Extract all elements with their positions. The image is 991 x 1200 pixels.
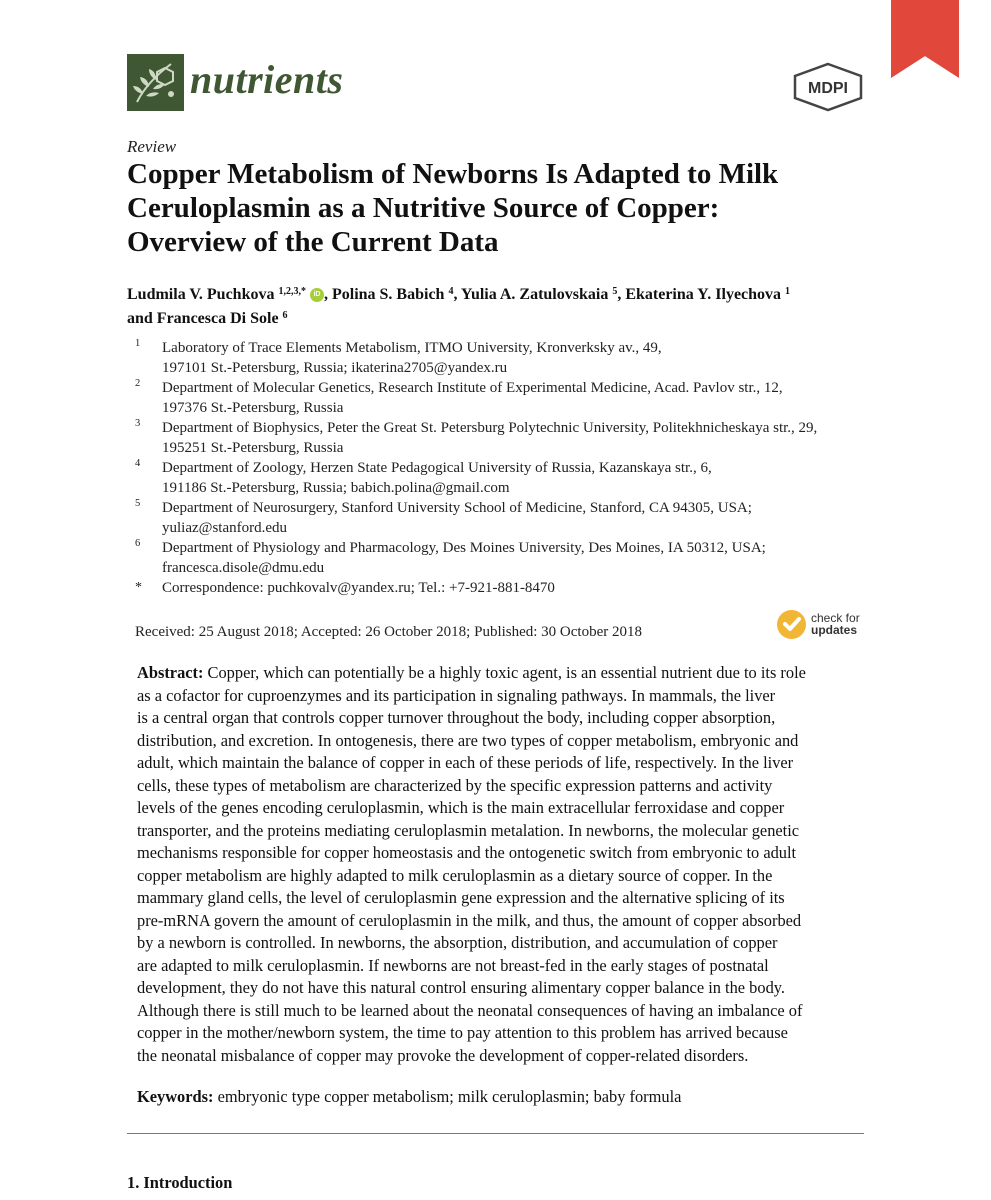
leaf-hexagon-icon [127, 54, 184, 111]
badge-label: updates [811, 623, 858, 637]
author-affiliation-marker: 6 [282, 310, 288, 321]
check-for-updates-badge[interactable] [777, 609, 867, 641]
publication-dates: Received: 25 August 2018; Accepted: 26 October 2018; Published: 30 October 2018 [135, 624, 642, 640]
title-line: Overview of the Current Data [127, 226, 499, 258]
correspondence-item: * Correspondence: puchkovalv@yandex.ru; Tel.: +7-921-881-8470 [135, 580, 555, 596]
author-affiliation-marker: 1 [785, 286, 791, 297]
author-list: Ludmila V. Puchkova $^{1,2,3,*}$ iD , Polina S. Babich $^4$, Yulia A. Zatulovskaia $^5$, Ekaterina Y. Ilyechova $^1$ and Francesca Di Sole $^6$ [127, 286, 791, 327]
affiliation-number: 4 [135, 458, 141, 469]
affiliation-item: 6 Department of Physiology and Pharmacology, Des Moines University, Des Moines, IA 50312, USA; francesca.disole@dmu.edu [135, 538, 875, 578]
author-affiliation-marker: 4 [448, 286, 454, 297]
affiliation-item: 3 Department of Biophysics, Peter the Great St. Petersburg Polytechnic University, Politekhnicheskaya str., 29, 195251 St.-Petersburg, Russia [135, 418, 875, 458]
mdpi-wordmark: MDPI [808, 80, 848, 97]
bookmark-ribbon [891, 0, 959, 78]
title-line: Ceruloplasmin as a Nutritive Source of Copper: [127, 192, 720, 224]
article-type: Review [127, 137, 177, 156]
section-divider [127, 1133, 864, 1134]
affiliation-item: 5 Department of Neurosurgery, Stanford University School of Medicine, Stanford, CA 94305, USA; yuliaz@stanford.edu [135, 498, 875, 538]
abstract: Abstract: Copper, which can potentially be a highly toxic agent, is an essential nutrient due to its role as a cofactor for cuproenzymes and its participation in signaling pathways. In mammals, the liver is a central organ that controls copper turnover throughout the body, including copper absorption, distribution, and excretion. In ontogenesis, there are two types of copper metabolism, embryonic and adult, which maintain the balance of copper in each of these periods of life, respectively. In the liver cells, these types of metabolism are characterized by the specific expression patterns and activity levels of the genes encoding ceruloplasmin, which is the main extracellular ferroxidase and copper transporter, and the proteins mediating ceruloplasmin metalation. In newborns, the molecular genetic mechanisms responsible for copper homeostasis and the ontogenetic switch from embryonic to adult copper metabolism are highly adapted to milk ceruloplasmin as a dietary source of copper. In the mammary gland cells, the level of ceruloplasmin gene expression and the alternative splicing of its pre-mRNA govern the amount of ceruloplasmin in the milk, and thus, the amount of copper absorbed by a newborn is controlled. In newborns, the absorption, distribution, and accumulation of copper are adapted to milk ceruloplasmin. If newborns are not breast-fed in the early stages of postnatal development, they do not have this natural control ensuring alimentary copper balance in the body. Although there is still much to be learned about the neonatal consequences of having an imbalance of copper in the mother/newborn system, the time to pay attention to this problem has arrived because the neonatal misbalance of copper may provoke the development of copper-related disorders. [137, 663, 806, 1065]
affiliation-item: 1 Laboratory of Trace Elements Metabolism, ITMO University, Kronverksky av., 49, 197101 St.-Petersburg, Russia; ikaterina2705@yandex.ru [135, 338, 875, 378]
keywords-text: embryonic type copper metabolism; milk ceruloplasmin; baby formula [213, 1087, 682, 1106]
checkmark-icon [777, 610, 806, 639]
badge-label: check for [811, 611, 860, 625]
mdpi-logo [792, 62, 864, 112]
journal-name: nutrients [190, 57, 344, 102]
affiliation-number: 2 [135, 378, 141, 389]
author-name[interactable]: Ekaterina Y. Ilyechova [625, 286, 782, 303]
affiliation-number: 6 [135, 538, 141, 549]
author-name[interactable]: Polina S. Babich [331, 286, 445, 303]
author-name[interactable]: Ludmila V. Puchkova [127, 286, 275, 303]
affiliation-number: 5 [135, 498, 141, 509]
author-affiliation-marker: 1,2,3,* [278, 286, 306, 297]
section-heading: 1. Introduction [127, 1173, 233, 1192]
article-title [127, 157, 887, 259]
author-name[interactable]: Yulia A. Zatulovskaia [460, 286, 609, 303]
title-line: Copper Metabolism of Newborns Is Adapted to Milk [127, 158, 779, 190]
correspondence-marker: * [135, 580, 142, 595]
affiliation-list [135, 338, 875, 598]
affiliation-number: 3 [135, 418, 141, 429]
affiliation-item: 2 Department of Molecular Genetics, Research Institute of Experimental Medicine, Acad. Pavlov str., 12, 197376 St.-Petersburg, Russia [135, 378, 875, 418]
affiliation-number: 1 [135, 338, 141, 349]
orcid-icon[interactable]: iD [310, 288, 324, 302]
abstract-label: Abstract: [137, 663, 204, 682]
affiliation-item: 4 Department of Zoology, Herzen State Pedagogical University of Russia, Kazanskaya str., 6, 191186 St.-Petersburg, Russia; babich.polina@gmail.com [135, 458, 875, 498]
author-affiliation-marker: 5 [612, 286, 618, 297]
keywords [137, 1087, 681, 1107]
author-name[interactable]: Francesca Di Sole [156, 310, 279, 327]
keywords-label: Keywords: [137, 1087, 214, 1106]
journal-logo [127, 54, 184, 111]
